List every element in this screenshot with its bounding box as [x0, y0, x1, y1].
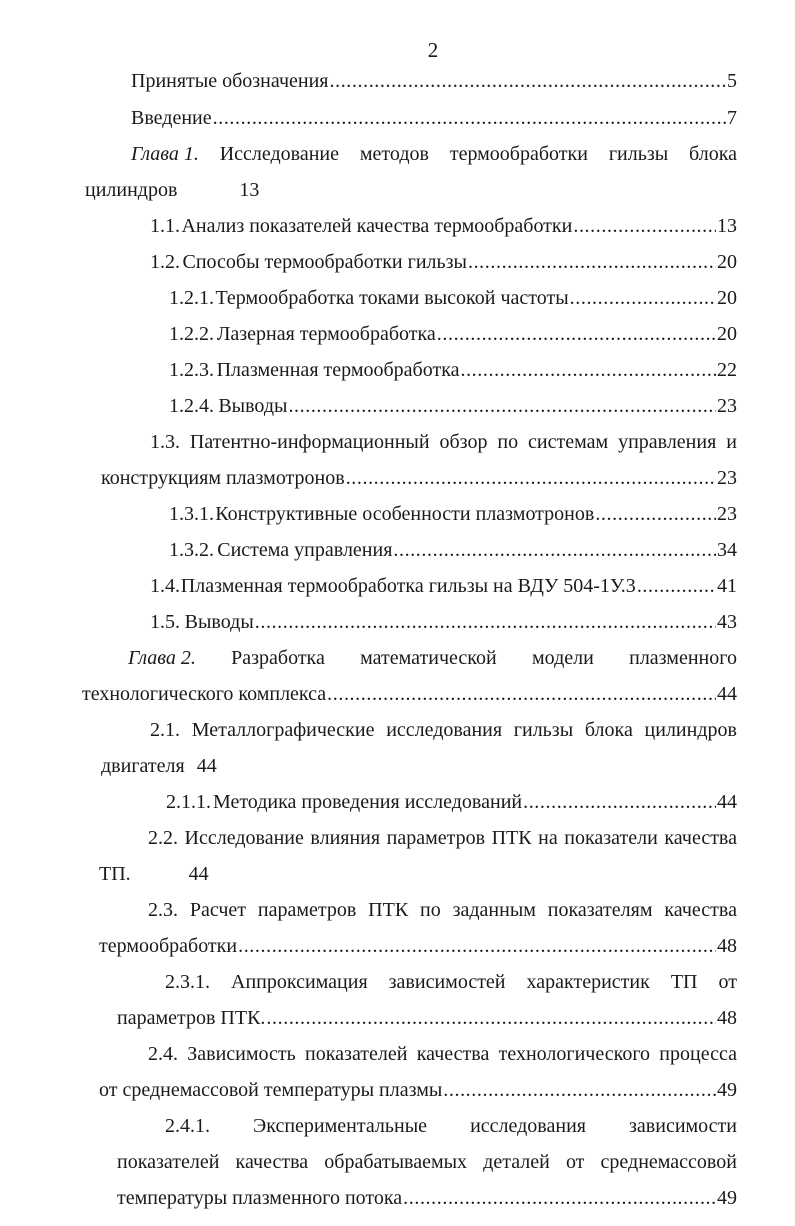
toc-entry-2-3-line2[interactable]	[99, 931, 737, 961]
toc-word: Расчет	[189, 899, 247, 921]
toc-entry-1-4[interactable]	[150, 571, 737, 601]
toc-entry-page: 20	[717, 251, 737, 273]
toc-entry-2-2-line1[interactable]	[148, 823, 737, 853]
toc-entry-number: 2.1.	[150, 719, 180, 741]
toc-entry-title: Анализ показателей качества термообработки	[181, 215, 573, 237]
toc-entry-number: 1.3.	[150, 431, 180, 453]
toc-word: технологического	[498, 1043, 651, 1065]
toc-word: качества	[416, 1043, 490, 1065]
leader-dots	[403, 1183, 716, 1213]
toc-entry-title-cont: от среднемассовой температуры плазмы	[99, 1079, 443, 1101]
toc-word: показателей	[305, 1043, 408, 1065]
leader-dots	[330, 66, 727, 96]
leader-dots	[570, 283, 716, 313]
toc-entry-2-1-line1[interactable]	[150, 715, 737, 745]
toc-entry-number: 1.2.1.	[169, 287, 214, 309]
toc-chapter-2-line2[interactable]	[82, 679, 737, 709]
leader-dots	[255, 607, 716, 637]
toc-entry-2-1-1[interactable]	[166, 787, 737, 817]
toc-word: управления	[618, 431, 717, 453]
toc-word: исследования	[470, 1115, 586, 1137]
toc-entry-2-3-line1[interactable]	[148, 895, 737, 925]
toc-entry-page: 5	[727, 70, 737, 92]
leader-dots	[468, 247, 716, 277]
toc-entry-title-cont: конструкциям плазмотронов	[101, 467, 345, 489]
toc-entry-number: 1.4.	[150, 575, 180, 597]
toc-entry-title: Термообработка токами высокой частоты	[215, 287, 569, 309]
toc-entry-notation[interactable]	[131, 66, 737, 96]
toc-word: от	[565, 1151, 585, 1173]
toc-entry-1-1[interactable]	[150, 211, 737, 241]
toc-word: ПТК	[491, 827, 532, 849]
toc-word: методов	[359, 143, 429, 165]
toc-entry-number: 2.1.1.	[166, 791, 211, 813]
toc-word: плазменного	[629, 647, 737, 669]
chapter-label: Глава 1.	[131, 143, 199, 165]
toc-word: Аппроксимация	[231, 971, 368, 993]
toc-entry-title-cont: двигателя	[101, 755, 185, 777]
toc-entry-title-cont: технологического комплекса	[82, 683, 327, 705]
toc-chapter-1-line2[interactable]	[85, 175, 259, 205]
toc-entry-number: 1.2.2.	[169, 323, 214, 345]
toc-entry-1-2-3[interactable]	[169, 355, 737, 385]
toc-entry-page: 44	[717, 791, 737, 813]
toc-entry-1-3-line2[interactable]	[101, 463, 737, 493]
toc-entry-page: 49	[717, 1079, 737, 1101]
toc-entry-page: 48	[717, 1007, 737, 1029]
toc-word: обрабатываемых	[324, 1151, 468, 1173]
toc-entry-1-2-4[interactable]	[169, 391, 737, 421]
toc-word: термообработки	[449, 143, 588, 165]
toc-entry-title-cont: параметров ПТК.	[117, 1007, 266, 1029]
toc-entry-number: 1.3.2.	[169, 539, 214, 561]
toc-word: Патентно-информационный	[189, 431, 430, 453]
toc-entry-page: 44	[717, 683, 737, 705]
toc-entry-title: Плазменная термообработка	[216, 359, 460, 381]
toc-chapter-2-line1[interactable]	[128, 643, 737, 673]
leader-dots	[637, 571, 716, 601]
toc-entry-1-3-line1[interactable]	[150, 427, 737, 457]
toc-entry-page: 44	[196, 755, 217, 777]
toc-entry-2-2-line2[interactable]	[99, 859, 209, 889]
toc-entry-number: 2.2.	[148, 827, 178, 849]
toc-word: модели	[532, 647, 594, 669]
leader-dots	[393, 535, 716, 565]
toc-word: обзор	[439, 431, 488, 453]
toc-word: показателям	[547, 899, 653, 921]
leader-dots	[346, 463, 716, 493]
toc-entry-1-2-1[interactable]	[169, 283, 737, 313]
leader-dots	[460, 355, 716, 385]
toc-word: деталей	[483, 1151, 550, 1173]
leader-dots	[595, 499, 716, 529]
toc-word: влияния	[310, 827, 381, 849]
leader-dots	[523, 787, 716, 817]
toc-entry-page: 23	[717, 395, 737, 417]
toc-word: качества	[235, 1151, 309, 1173]
toc-entry-title: Способы термообработки гильзы	[182, 251, 467, 273]
page-number: 2	[427, 38, 439, 62]
toc-word: гильзы	[513, 719, 574, 741]
toc-word: Разработка	[231, 647, 325, 669]
toc-entry-number: 2.4.	[148, 1043, 178, 1065]
toc-entry-title-cont: термообработки	[99, 935, 238, 957]
toc-word: параметров	[386, 827, 486, 849]
toc-entry-1-3-2[interactable]	[169, 535, 737, 565]
toc-entry-title: Введение	[131, 107, 212, 129]
toc-entry-title-cont: температуры плазменного потока	[117, 1187, 403, 1209]
toc-entry-page: 22	[717, 359, 737, 381]
toc-word: среднемассовой	[600, 1151, 737, 1173]
toc-word: Экспериментальные	[253, 1115, 428, 1137]
leader-dots	[573, 211, 716, 241]
toc-word: зависимости	[629, 1115, 737, 1137]
toc-word: и	[726, 431, 737, 453]
toc-chapter-1-line1[interactable]	[131, 139, 737, 169]
toc-entry-number: 1.3.1.	[169, 503, 214, 525]
leader-dots	[288, 391, 716, 421]
toc-word: качества	[664, 899, 737, 921]
toc-entry-title: Выводы	[184, 611, 254, 633]
toc-entry-title: Методика проведения исследований	[212, 791, 523, 813]
toc-entry-number: 1.2.4.	[169, 395, 214, 417]
toc-entry-title: Лазерная термообработка	[216, 323, 436, 345]
toc-entry-1-2[interactable]	[150, 247, 737, 277]
toc-word: блока	[584, 719, 633, 741]
toc-entry-2-4-1-line2[interactable]	[117, 1147, 737, 1177]
toc-entry-number: 1.5.	[150, 611, 180, 633]
toc-entry-page: 7	[727, 107, 737, 129]
toc-word: зависимостей	[388, 971, 506, 993]
toc-entry-2-1-line2[interactable]	[101, 751, 217, 781]
toc-word: ТП	[670, 971, 698, 993]
toc-word: Зависимость	[187, 1043, 296, 1065]
toc-entry-title-cont: ТП.	[99, 863, 131, 885]
toc-entry-page: 44	[188, 863, 209, 885]
toc-word: блока	[689, 143, 737, 165]
toc-word: Исследование	[219, 143, 340, 165]
toc-word: Исследование	[184, 827, 304, 849]
toc-word: характеристик	[526, 971, 650, 993]
toc-word: качества	[664, 827, 737, 849]
toc-entry-2-4-1-line3[interactable]	[117, 1183, 737, 1213]
toc-word: по	[497, 431, 519, 453]
toc-entry-page: 23	[717, 467, 737, 489]
toc-word: процесса	[659, 1043, 737, 1065]
toc-word: показателей	[117, 1151, 220, 1173]
toc-entry-page: 48	[717, 935, 737, 957]
toc-word: на	[538, 827, 558, 849]
toc-word: исследования	[386, 719, 503, 741]
toc-entry-number: 2.4.1.	[165, 1115, 210, 1137]
toc-entry-page: 23	[717, 503, 737, 525]
toc-entry-page: 43	[717, 611, 737, 633]
toc-entry-title: Конструктивные особенности плазмотронов	[215, 503, 595, 525]
toc-entry-number: 1.1.	[150, 215, 180, 237]
toc-entry-page: 13	[717, 215, 737, 237]
toc-word: математической	[360, 647, 497, 669]
toc-entry-title-cont: цилиндров	[85, 179, 178, 201]
toc-word: гильзы	[608, 143, 669, 165]
toc-entry-2-4-line2[interactable]	[99, 1075, 737, 1105]
toc-entry-number: 2.3.1.	[165, 971, 210, 993]
toc-word: цилиндров	[644, 719, 737, 741]
toc-entry-page: 13	[239, 179, 260, 201]
leader-dots	[443, 1075, 716, 1105]
toc-entry-title: Система управления	[217, 539, 393, 561]
toc-entry-1-2-2[interactable]	[169, 319, 737, 349]
toc-entry-page: 49	[717, 1187, 737, 1209]
leader-dots	[327, 679, 716, 709]
toc-entry-1-5[interactable]	[150, 607, 737, 637]
toc-entry-2-4-line1[interactable]	[148, 1039, 737, 1069]
toc-entry-title: Плазменная термообработка гильзы на ВДУ 504-1У.3	[180, 575, 636, 597]
toc-entry-introduction[interactable]	[131, 103, 737, 133]
leader-dots	[213, 103, 726, 133]
toc-entry-number: 1.2.3.	[169, 359, 214, 381]
toc-entry-title: Принятые обозначения	[131, 70, 329, 92]
toc-word: системам	[528, 431, 609, 453]
toc-entry-2-3-1-line1[interactable]	[165, 967, 737, 997]
toc-entry-number: 2.3.	[148, 899, 178, 921]
toc-word: ПТК	[368, 899, 409, 921]
toc-entry-title: Выводы	[218, 395, 288, 417]
toc-word: по	[420, 899, 441, 921]
toc-word: Металлографические	[191, 719, 375, 741]
toc-entry-page: 20	[717, 287, 737, 309]
leader-dots	[238, 931, 716, 961]
chapter-label: Глава 2.	[128, 647, 196, 669]
toc-entry-number: 1.2.	[150, 251, 180, 273]
toc-word: показатели	[564, 827, 658, 849]
toc-entry-page: 34	[717, 539, 737, 561]
toc-word: параметров	[257, 899, 357, 921]
toc-word: от	[718, 971, 737, 993]
toc-entry-page: 41	[717, 575, 737, 597]
toc-entry-2-4-1-line1[interactable]	[165, 1111, 737, 1141]
toc-entry-2-3-1-line2[interactable]	[117, 1003, 737, 1033]
toc-entry-page: 20	[717, 323, 737, 345]
toc-entry-1-3-1[interactable]	[169, 499, 737, 529]
leader-dots	[437, 319, 716, 349]
leader-dots	[266, 1003, 716, 1033]
toc-word: заданным	[452, 899, 536, 921]
